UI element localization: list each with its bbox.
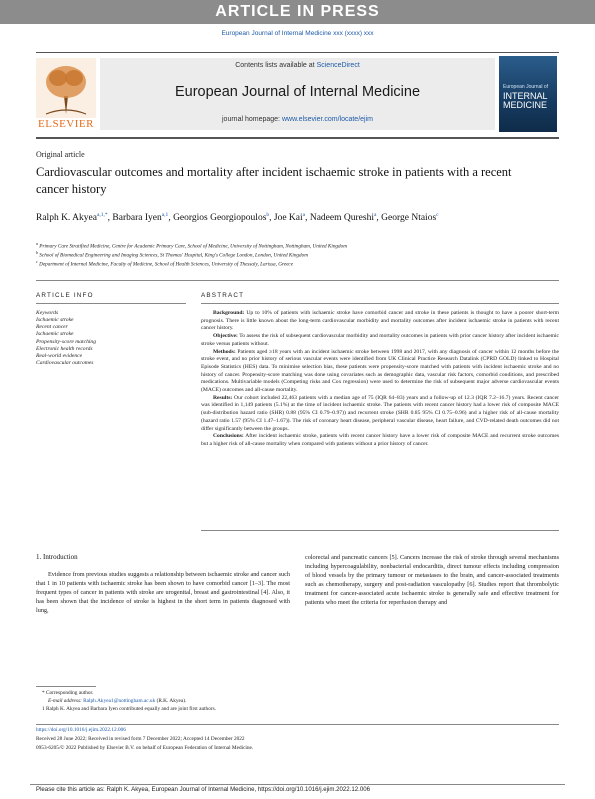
- abstract-paragraph: [201, 395, 559, 434]
- contents-line: [100, 62, 495, 69]
- abstract-paragraph: [201, 433, 559, 448]
- author-affiliation-mark[interactable]: a: [302, 212, 306, 218]
- author-affiliation-mark[interactable]: c: [436, 212, 439, 218]
- abstract-text: Our cohort included 22,463 patients with a median age of 75 (IQR 64–83) years and a follow-up of 12.3 (IQR 7.2–16.7) years. Recent cancer was identified in 1,149 patients (5.1%) at the time of incident ischaemic stroke. The patients with recent cancer history had a lower risk of composite MACE (sub-distribution hazard ratio (SHR) 0.88 (95% CI 0.79–0.97)) and recurrent stroke (SHR 0.85 95% CI 0.75–0.96) and a higher risk of all-cause mortality (hazard ratio 1.57 (95% CI 1.47–1.67)). The risk of coronary heart disease, peripheral vascular disease, heart failure, and CVD-related death outcomes did not differ significantly between the groups.: [201, 394, 559, 432]
- author-name[interactable]: Ralph K. Akyea: [36, 213, 97, 224]
- corresponding-author-note: * Corresponding author.: [42, 690, 94, 696]
- abstract-rule: [201, 303, 559, 304]
- keyword: Real-world evidence: [36, 353, 83, 360]
- affiliation-mark: a: [36, 241, 38, 246]
- article-title: Cardiovascular outcomes and mortality after incident ischaemic stroke in patients with a recent cancer history: [36, 165, 512, 196]
- email-link[interactable]: Ralph.Akyea1@nottingham.ac.uk: [83, 698, 156, 704]
- abstract-end-rule: [201, 530, 559, 531]
- author-affiliation-mark[interactable]: a,1: [161, 212, 169, 218]
- affiliation: [36, 241, 556, 250]
- intro-right-column: [305, 553, 559, 608]
- email-suffix: (R.K. Akyea).: [156, 698, 187, 704]
- affiliation-mark: c: [36, 259, 38, 264]
- abstract-text: To assess the risk of subsequent cardiovascular morbidity and mortality outcomes in patients with prior cancer history after incident ischaemic stroke versus patients without.: [201, 333, 559, 347]
- author-name[interactable]: Joe Kai: [273, 213, 303, 224]
- affiliation-text: School of Biomedical Engineering and Imaging Sciences, St Thomas' Hospital, King's College London, London, United Kingdom: [39, 252, 308, 259]
- email-note: [36, 698, 571, 705]
- header-bottom-rule: [36, 137, 559, 139]
- keyword: Propensity-score matching: [36, 338, 97, 345]
- received-dates: Received 28 June 2022; Received in revised form 7 December 2022; Accepted 14 December 2022: [36, 736, 245, 742]
- cover-title: INTERNAL MEDICINE: [503, 91, 548, 110]
- keywords-title: Keywords: [36, 310, 59, 316]
- abstract-paragraph: [201, 349, 559, 395]
- abstract-text: After incident ischaemic stroke, patients with recent cancer history have a lower risk of composite MACE and recurrent stroke outcomes but a higher risk of all-cause mortality when compared with patients without a prior history of cancer.: [201, 433, 559, 447]
- article-type: Original article: [36, 150, 85, 159]
- abstract-text: Up to 10% of patients with ischaemic stroke have comorbid cancer and stroke in these patients is thought to have a poorer short-term prognosis. There is little known about the long-term cardiovascular morbidity and mortality outcomes after incident ischaemic stroke in patients with recent cancer history.: [201, 310, 559, 332]
- article-in-press-banner: ARTICLE IN PRESS: [0, 0, 595, 24]
- author-list: Ralph K. Akyea$^{a,1,*}$, Barbara Iyen$^{a,1}$, Georgios Georgiopoulos$^b$, Joe Kai$^a$, Nadeem Qureshi$^a$, George Ntaios$^c$: [36, 212, 439, 224]
- intro-left-column: [36, 570, 290, 615]
- keyword: Ischaemic stroke: [36, 317, 74, 323]
- header-top-rule: [36, 52, 559, 53]
- homepage-link[interactable]: www.elsevier.com/locate/ejim: [281, 116, 373, 123]
- article-info-rule: [36, 303, 186, 304]
- affiliation: [36, 250, 556, 259]
- abstract-label: Objective:: [213, 333, 238, 340]
- publisher-name: ELSEVIER: [38, 118, 94, 130]
- keywords-list: [36, 317, 186, 367]
- doi-rule: [36, 724, 559, 725]
- abstract-label: Conclusions:: [213, 433, 244, 440]
- intro-paragraph: colorectal and pancreatic cancers [5]. Cancers increase the risk of stroke through several mechanisms including hypercoagulability, nonbacterial endocarditis, direct tumour effects including compression of blood vessels by the primary tumour or metastases to the brain, and cancer-associated treatments such as chemotherapy, surgery and post-radiation vasculopathy [6]. Studies report that thrombolytic treatment for cancer-associated acute ischaemic stroke is generally safe and effective treatment for patients who meet the criteria for reperfusion therapy and: [305, 554, 559, 607]
- introduction-heading: 1. Introduction: [36, 553, 78, 561]
- intro-paragraph: Evidence from previous studies suggests a relationship between ischaemic stroke and cancer such that 1 in 10 patients with ischaemic stroke has been shown to have comorbid cancer [1–3]. The most frequent types of cancer in patients with stroke are urogenital, breast and gastrointestinal [4]. Also, it has been shown that the incidence of stroke is highest in the short term in patients diagnosed with lung,: [36, 571, 290, 615]
- citation-line: Please cite this article as: Ralph K. Akyea, European Journal of Internal Medicine, https://doi.org/10.1016/j.ejim.2022.12.006: [36, 786, 371, 793]
- article-info-heading: ARTICLE INFO: [36, 292, 94, 299]
- affiliation-text: Primary Care Stratified Medicine, Centre for Academic Primary Care, School of Medicine, University of Nottingham, Nottingham, United Kingdom: [39, 243, 347, 250]
- journal-title: European Journal of Internal Medicine: [174, 84, 421, 100]
- author-name[interactable]: Georgios Georgiopoulos: [173, 213, 267, 224]
- homepage-prefix: journal homepage:: [222, 116, 280, 123]
- abstract-body: [201, 310, 559, 449]
- contribution-note: 1 Ralph K. Akyea and Barbara Iyen contributed equally and are joint first authors.: [42, 706, 217, 712]
- abstract-label: Results:: [213, 394, 233, 401]
- journal-homepage-line: [100, 116, 495, 123]
- abstract-label: Background:: [213, 310, 245, 316]
- keyword: Electronic health records: [36, 345, 93, 352]
- contents-prefix: Contents lists available at: [235, 62, 315, 69]
- author-name[interactable]: George Ntaios: [381, 213, 437, 224]
- keyword: Recent cancer: [36, 324, 68, 331]
- author-name[interactable]: Nadeem Qureshi: [309, 213, 374, 224]
- abstract-label: Methods:: [213, 348, 236, 355]
- author-name[interactable]: Barbara Iyen: [112, 213, 162, 224]
- author-affiliation-mark[interactable]: a: [373, 212, 377, 218]
- copyright-line: 0953-6205/© 2022 Published by Elsevier B.V. on behalf of European Federation of Internal Medicine.: [36, 745, 254, 751]
- footnote-rule: [36, 686, 96, 687]
- author-affiliation-mark[interactable]: b: [266, 212, 270, 218]
- journal-reference[interactable]: European Journal of Internal Medicine xxx (xxxx) xxx: [221, 30, 374, 37]
- abstract-text: Patients aged ≥18 years with an incident ischaemic stroke between 1998 and 2017, with any diagnosis of cancer within 12 months before the stroke event, and no prior history of serious vascular events were identified from UK Clinical Practice Research Datalink (CPRD GOLD) linked to Hospital Episode Statistics (HES) data. To minimise selection bias, these patients were propensity-score matched with patients with incident ischaemic stroke and no history of cancer. Propensity-score matching was done using covariates such as demographic data, vascular risk factors, comorbid conditions, and prescribed medications. Multivariable models (Competing risks and Cox regression) were used to determine the risk of subsequent major adverse cardiovascular events (MACE) outcomes and all-cause mortality.: [201, 348, 559, 394]
- email-label: E-mail address:: [48, 698, 82, 704]
- doi-link[interactable]: https://doi.org/10.1016/j.ejim.2022.12.006: [36, 727, 126, 733]
- cover-subtitle: European Journal of: [503, 84, 549, 90]
- keyword: Ischaemic stroke: [36, 331, 74, 338]
- abstract-paragraph: [201, 333, 559, 348]
- abstract-heading: ABSTRACT: [201, 292, 245, 299]
- section-divider: [36, 280, 559, 281]
- affiliation-text: Department of Internal Medicine, Faculty of Medicine, School of Health Sciences, University of Thessaly, Larissa, Greece: [39, 261, 294, 268]
- sciencedirect-link[interactable]: ScienceDirect: [316, 62, 360, 69]
- doi-line: [36, 727, 559, 734]
- affiliation-mark: b: [36, 250, 38, 255]
- affiliation: [36, 259, 556, 268]
- abstract-paragraph: [201, 310, 559, 333]
- keyword: Cardiovascular outcomes: [36, 360, 94, 367]
- author-affiliation-mark[interactable]: a,1,*: [96, 212, 108, 218]
